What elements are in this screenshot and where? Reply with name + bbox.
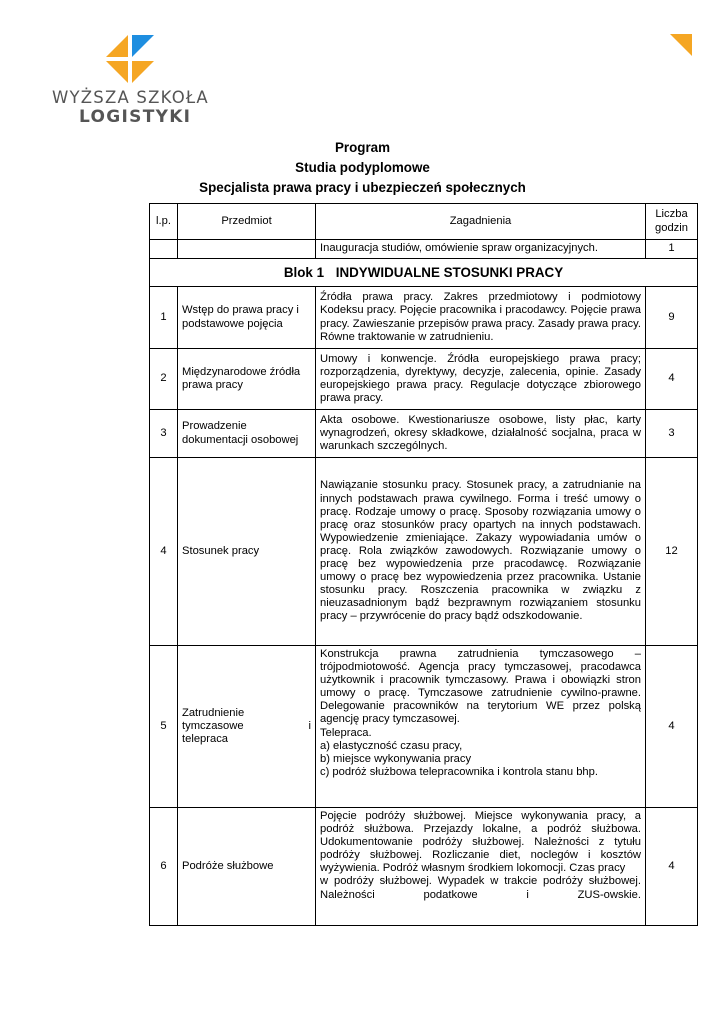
table-row <box>150 349 698 410</box>
title-line-1: Program <box>334 140 391 155</box>
row-topics-list-item: Telepraca. <box>320 726 372 739</box>
block-heading <box>150 259 698 287</box>
wsl-logo-mark-icon <box>100 32 160 84</box>
row-topics <box>316 808 646 926</box>
row-hours: 4 <box>646 349 698 410</box>
row-subject-line2b: i <box>308 719 311 732</box>
row-subject: Prowadzenie dokumentacji osobowej <box>178 410 316 458</box>
table-header-row <box>150 204 698 240</box>
table-row <box>150 458 698 646</box>
block-title: INDYWIDUALNE STOSUNKI PRACY <box>335 264 564 280</box>
header-lp: l.p. <box>150 204 178 240</box>
row-lp: 3 <box>150 410 178 458</box>
table-row <box>150 410 698 458</box>
logo-text-line2: LOGISTYKI <box>79 107 192 127</box>
intro-row <box>150 240 698 259</box>
document-title <box>0 138 725 198</box>
header-hours-line1: Liczba <box>655 208 688 221</box>
header-topics: Zagadnienia <box>316 204 646 240</box>
row-subject-line1: Zatrudnienie <box>182 706 245 719</box>
row-hours: 9 <box>646 287 698 349</box>
row-subject-line3: telepraca <box>182 733 229 746</box>
row-topics: Źródła prawa pracy. Zakres przedmiotowy i podmiotowy Kodeksu pracy. Pojęcie pracownika i pracodawcy. Pojęcie prawa pracy. Zawieszanie przepisów prawa pracy. Zasady prawa pracy. Równe traktowanie w zatrudnieniu. <box>316 287 646 349</box>
row-subject: Międzynarodowe źródła prawa pracy <box>178 349 316 410</box>
table-row <box>150 646 698 808</box>
row-subject: Stosunek pracy <box>178 458 316 646</box>
row-topics: Umowy i konwencje. Źródła europejskiego prawa pracy; rozporządzenia, dyrektywy, decyzje, zalecenia, opinie. Zasady europejskiego prawa pracy. Regulacje dotyczące zbiorowego prawa pracy. <box>316 349 646 410</box>
row-lp: 2 <box>150 349 178 410</box>
row-topics-text: Konstrukcja prawna zatrudnienia tymczasowego – trójpodmiotowość. Agencja pracy tymczasowej, pracodawca użytkownik i pracownik tymczasowy. Prawa i obowiązki stron umowy o pracę. Tymczasowe zatrudnienie cywilno-prawne. Delegowanie pracowników na terytorium WE przez polską agencję pracy tymczasowej. <box>320 648 641 726</box>
row-lp: 5 <box>150 646 178 808</box>
block-row <box>150 259 698 287</box>
row-hours: 4 <box>646 646 698 808</box>
row-topics-list-item: b) miejsce wykonywania pracy <box>320 752 472 765</box>
header-subject: Przedmiot <box>178 204 316 240</box>
header-hours-line2: godzin <box>655 221 688 234</box>
program-table <box>149 203 698 926</box>
row-subject: Podróże służbowe <box>178 808 316 926</box>
row-topics: Nawiązanie stosunku pracy. Stosunek pracy, a zatrudnianie na innych podstawach prawa cywilnego. Forma i treść umowy o pracę. Rodzaje umowy o pracę. Sposoby rozwiązania umowy o pracę oraz stosunków pracy opartych na innych podstawach. Wypowiedzenie zmieniające. Zakazy wypowiadania umów o pracę. Rola związków zawodowych. Rozwiązanie umowy o pracę bez wypowiedzenia prze pracodawcę. Rozwiązanie umowy o pracę bez wypowiedzenia przez pracownika. Ustanie stosunku pracy. Roszczenia pracownika w związku z nieuzasadnionym bądź bezprawnym rozwiązaniem stosunku pracy – przywrócenie do pracy bądź odszkodowanie. <box>316 458 646 646</box>
row-hours: 12 <box>646 458 698 646</box>
intro-subject <box>178 240 316 259</box>
logo <box>52 30 212 125</box>
row-subject-line2a: tymczasowe <box>182 719 244 732</box>
title-line-2: Studia podyplomowe <box>295 160 430 175</box>
row-topics: Akta osobowe. Kwestionariusze osobowe, listy płac, karty wynagrodzeń, okresy składkowe, działalność socjalna, praca w warunkach szczególnych. <box>316 410 646 458</box>
row-subject-line2 <box>182 720 311 733</box>
row-lp: 1 <box>150 287 178 349</box>
table-row <box>150 287 698 349</box>
row-topics-list-item: c) podróż służbowa telepracownika i kontrola stanu bhp. <box>320 765 598 778</box>
intro-hours: 1 <box>646 240 698 259</box>
block-label: Blok 1 <box>283 264 325 280</box>
row-subject <box>178 646 316 808</box>
row-hours: 3 <box>646 410 698 458</box>
row-topics-list-item: a) elastyczność czasu pracy, <box>320 739 463 752</box>
row-hours: 4 <box>646 808 698 926</box>
intro-topics: Inauguracja studiów, omówienie spraw organizacyjnych. <box>316 240 646 259</box>
row-lp: 6 <box>150 808 178 926</box>
row-topics-text: Pojęcie podróży służbowej. Miejsce wykonywania pracy, a podróż służbowa. Przejazdy lokalne, a podróż służbowa. Udokumentowanie podróży służbowej. Należności z tytułu podróży służbowej. Rozliczanie diet, noclegów i kosztów wyżywienia. Podróż własnym środkiem lokomocji. Czas pracy <box>320 810 641 875</box>
title-line-3: Specjalista prawa pracy i ubezpieczeń społecznych <box>199 180 526 195</box>
logo-text-line1: WYŻSZA SZKOŁA <box>52 88 209 107</box>
table-row <box>150 808 698 926</box>
intro-lp <box>150 240 178 259</box>
row-topics <box>316 646 646 808</box>
row-lp: 4 <box>150 458 178 646</box>
header-hours <box>646 204 698 240</box>
row-subject: Wstęp do prawa pracy i podstawowe pojęcia <box>178 287 316 349</box>
row-topics-tail: w podróży służbowej. Wypadek w trakcie podróży służbowej. Należności podatkowe i ZUS-owskie. <box>320 875 641 901</box>
corner-triangle-icon <box>670 34 692 56</box>
